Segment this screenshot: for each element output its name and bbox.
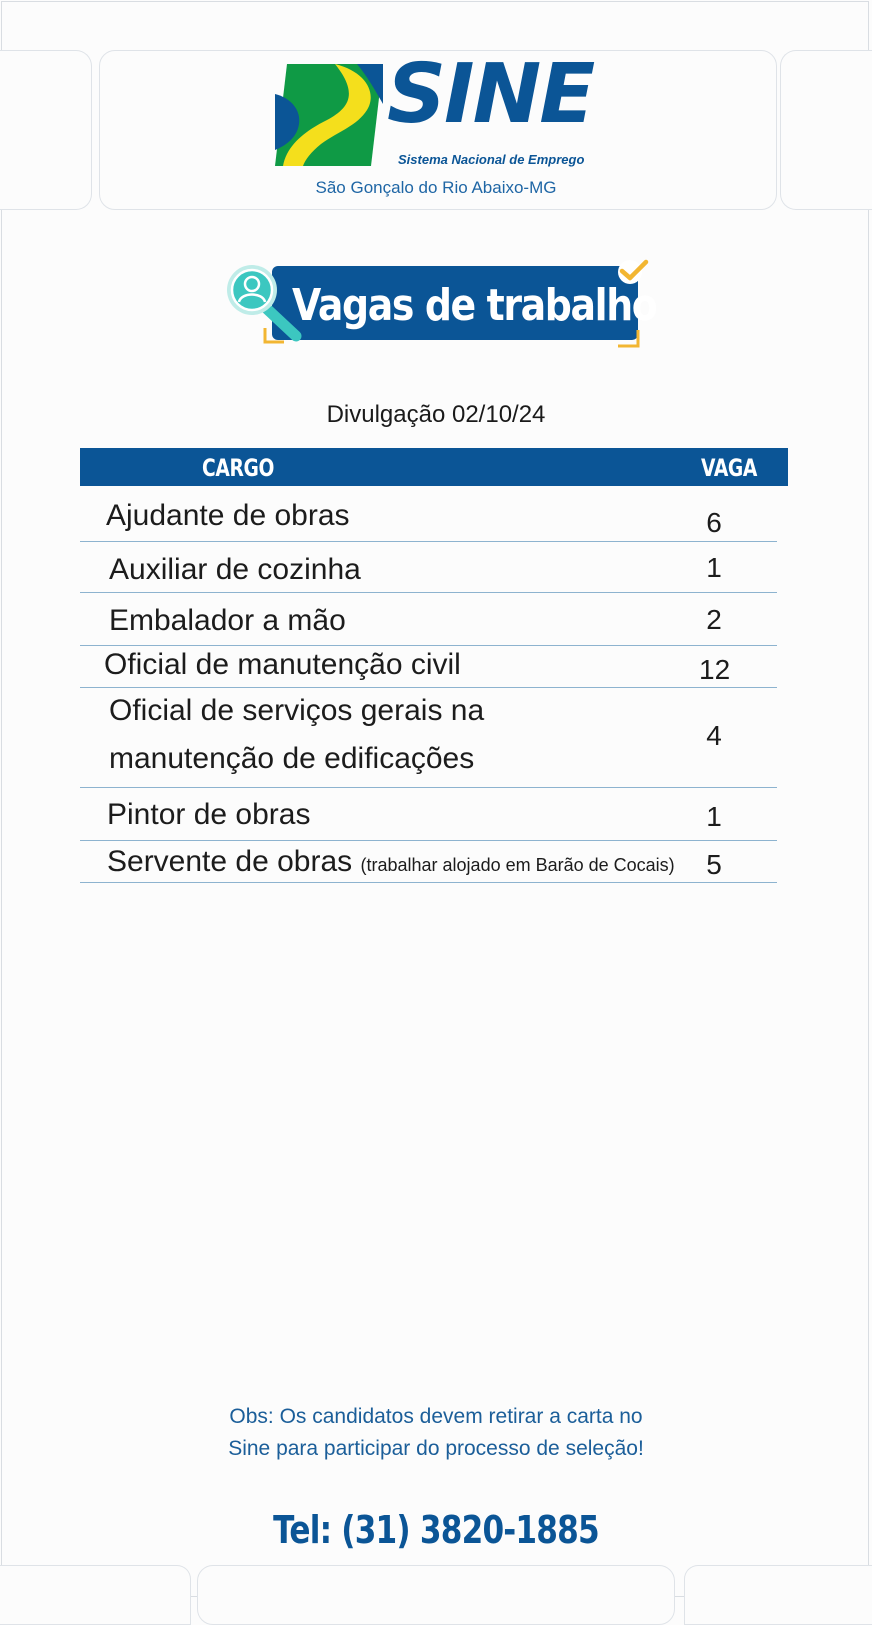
table-row	[80, 841, 777, 883]
table-row	[80, 646, 777, 688]
job-title: Oficial de manutenção civil	[104, 648, 461, 681]
bottom-card-right	[684, 1565, 872, 1625]
publication-date: Divulgação 02/10/24	[326, 401, 546, 428]
badge-title: Vagas de trabalho	[292, 280, 657, 331]
observation-line-2: Sine para participar do processo de seleção!	[228, 1437, 644, 1460]
job-vacancies: 4	[706, 720, 722, 751]
job-title: Ajudante de obras	[106, 499, 350, 532]
table-row	[80, 593, 777, 646]
logo-subtitle: Sistema Nacional de Emprego	[398, 152, 585, 167]
table-header	[80, 448, 788, 486]
brazil-flag-logo-icon	[275, 64, 383, 166]
logo-word: SINE	[387, 47, 594, 142]
job-note: (trabalhar alojado em Barão de Cocais)	[360, 855, 675, 875]
job-title: Pintor de obras	[107, 798, 311, 831]
job-title: Oficial de serviços gerais na	[109, 694, 485, 727]
job-vacancies: 2	[706, 604, 722, 635]
phone-number: Tel: (31) 3820-1885	[273, 1508, 599, 1552]
observation-note	[0, 1401, 872, 1465]
job-title: Embalador a mão	[109, 604, 346, 637]
job-title	[107, 845, 675, 879]
table-row	[80, 788, 777, 841]
bottom-card-center	[197, 1565, 675, 1625]
job-title-text: Servente de obras	[107, 845, 353, 878]
job-vacancies: 1	[706, 552, 722, 583]
job-title-line2: manutenção de edificações	[109, 742, 475, 775]
table-row	[80, 486, 777, 542]
job-vacancies: 6	[706, 507, 722, 538]
job-title: Auxiliar de cozinha	[109, 553, 361, 586]
sine-logo	[275, 47, 605, 169]
column-header-cargo: CARGO	[202, 454, 274, 482]
table-row	[80, 688, 777, 788]
table-row	[80, 542, 777, 593]
city-label: São Gonçalo do Rio Abaixo-MG	[315, 178, 557, 197]
bottom-card-left	[0, 1565, 191, 1625]
job-vacancies: 1	[706, 801, 722, 832]
corner-bracket-icon	[262, 326, 286, 346]
job-vacancies: 12	[699, 654, 731, 685]
observation-line-1: Obs: Os candidatos devem retirar a carta no	[229, 1405, 643, 1428]
job-vacancies: 5	[706, 849, 722, 880]
column-header-vaga: VAGA	[701, 454, 758, 482]
